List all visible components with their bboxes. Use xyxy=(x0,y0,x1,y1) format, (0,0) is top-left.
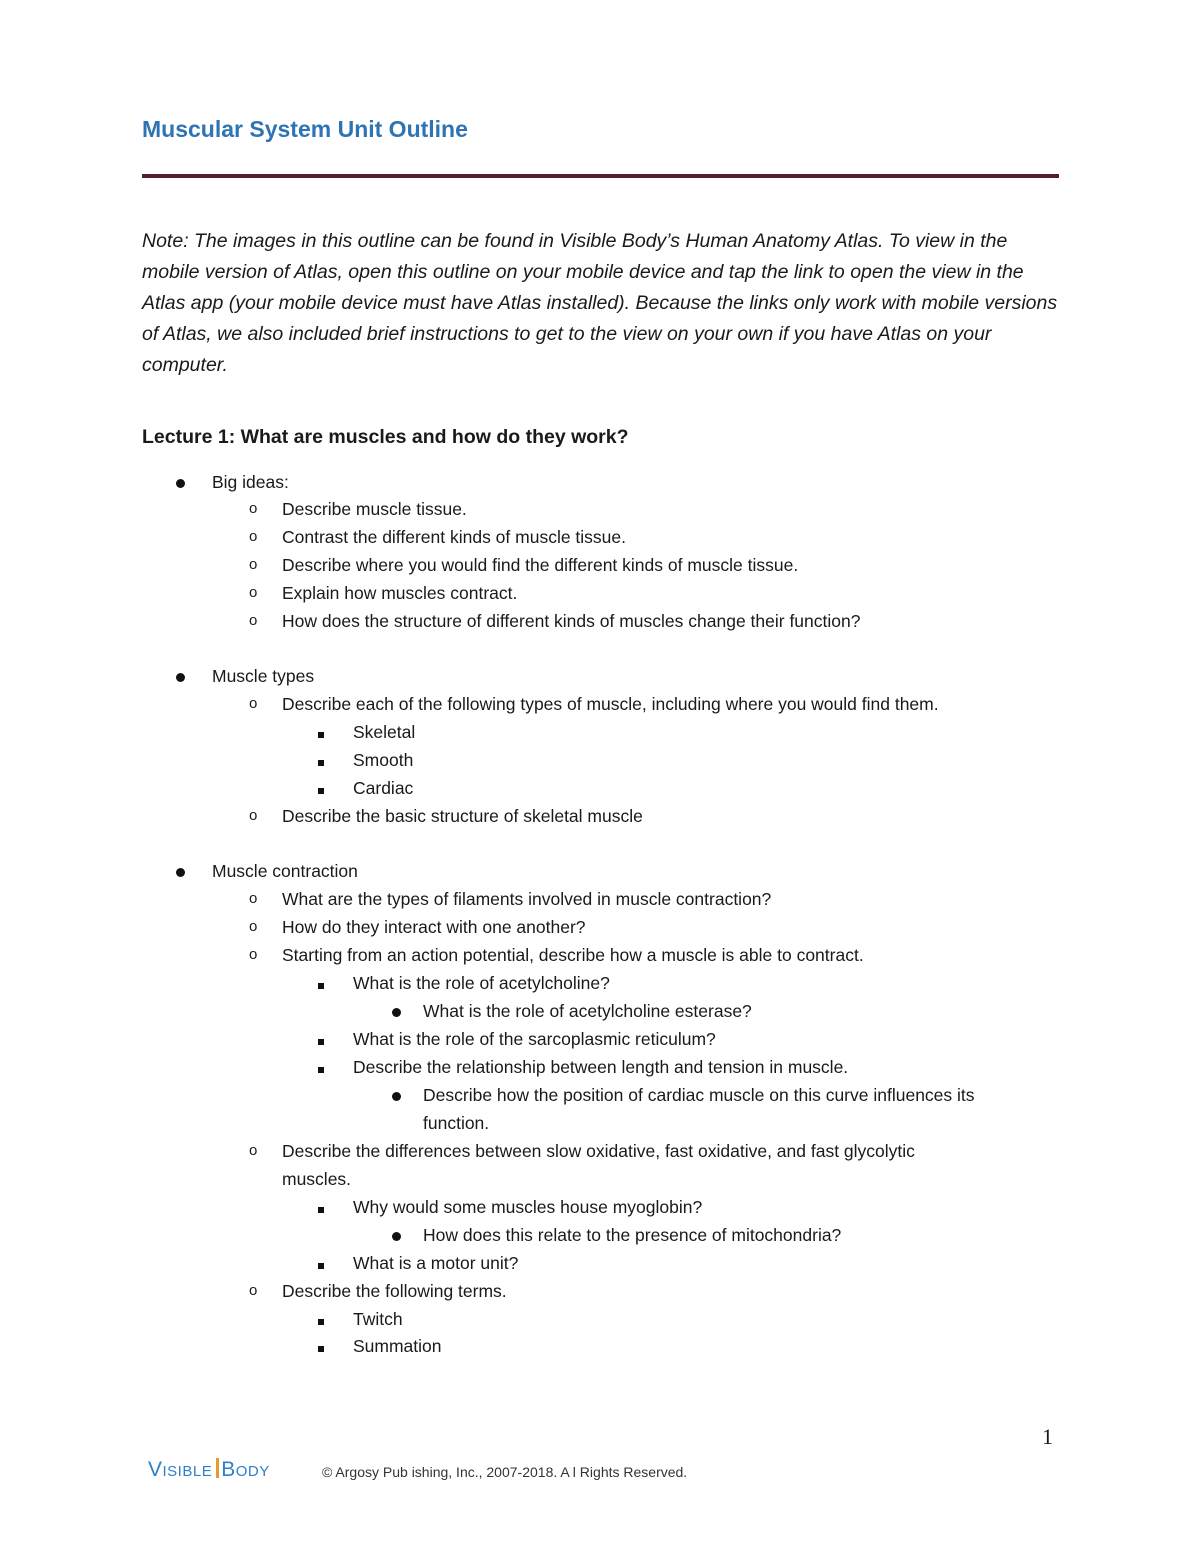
title-divider xyxy=(142,174,1059,178)
outline-item xyxy=(0,523,1100,551)
outline-item xyxy=(0,746,1100,774)
outline-item-text: What is the role of the sarcoplasmic reticulum? xyxy=(353,1029,716,1049)
outline-item xyxy=(0,1305,1100,1333)
page-title: Muscular System Unit Outline xyxy=(142,116,468,142)
circle-bullet-icon: o xyxy=(249,528,258,545)
outline-item xyxy=(0,690,1100,718)
outline-item xyxy=(0,495,1100,523)
outline-item xyxy=(0,1193,1100,1221)
outline-item-text: Muscle contraction xyxy=(212,861,358,881)
square-bullet-icon xyxy=(318,1346,324,1352)
outline-item xyxy=(0,1332,1100,1360)
outline-item xyxy=(0,607,1100,635)
outline-item-text: What is the role of acetylcholine? xyxy=(353,973,610,993)
visible-body-logo xyxy=(148,1458,270,1482)
outline-item-text: Describe the differences between slow oxidative, fast oxidative, and fast glycolytic xyxy=(282,1141,915,1161)
outline-item-text: Smooth xyxy=(353,750,414,770)
bullet-marker xyxy=(318,746,324,774)
outline-item-text: Big ideas: xyxy=(212,472,289,492)
circle-bullet-icon: o xyxy=(249,918,258,935)
outline-item xyxy=(0,1165,1100,1193)
outline-item-text: Describe the following terms. xyxy=(282,1281,507,1301)
outline-item xyxy=(0,1249,1100,1277)
outline-item xyxy=(0,1137,1100,1165)
outline-item-text: What is a motor unit? xyxy=(353,1253,519,1273)
bullet-dot-icon xyxy=(176,479,185,488)
square-bullet-icon xyxy=(318,1319,324,1325)
outline-item xyxy=(0,885,1100,913)
outline-item-text: Starting from an action potential, describe how a muscle is able to contract. xyxy=(282,945,864,965)
outline-item xyxy=(0,913,1100,941)
bullet-marker xyxy=(318,1053,324,1081)
outline-item xyxy=(0,1221,1100,1249)
outline-item-text: Muscle types xyxy=(212,666,315,686)
circle-bullet-icon: o xyxy=(249,695,258,712)
outline-item-text: Describe each of the following types of muscle, including where you would find them. xyxy=(282,694,939,714)
circle-bullet-icon: o xyxy=(249,556,258,573)
bullet-marker xyxy=(176,857,185,885)
outline-item-text: Describe how the position of cardiac muscle on this curve influences its xyxy=(423,1085,975,1105)
square-bullet-icon xyxy=(318,1067,324,1073)
outline-item-text: How do they interact with one another? xyxy=(282,917,586,937)
lecture-heading: Lecture 1: What are muscles and how do they work? xyxy=(142,426,629,448)
bullet-marker xyxy=(392,1081,401,1109)
outline-item xyxy=(0,857,1100,885)
circle-bullet-icon: o xyxy=(249,500,258,517)
outline-item-text: What are the types of filaments involved in muscle contraction? xyxy=(282,889,772,909)
outline-item xyxy=(0,1025,1100,1053)
logo-text-right: Body xyxy=(221,1458,270,1481)
outline-item xyxy=(0,1053,1100,1081)
outline-item xyxy=(0,802,1100,830)
bullet-marker xyxy=(318,718,324,746)
outline-item xyxy=(0,941,1100,969)
bullet-dot-icon xyxy=(176,673,185,682)
bullet-marker xyxy=(318,1025,324,1053)
circle-bullet-icon: o xyxy=(249,1282,258,1299)
outline-item xyxy=(0,1081,1100,1109)
outline-item-text: Describe the basic structure of skeletal muscle xyxy=(282,806,643,826)
outline-item-text: Skeletal xyxy=(353,722,416,742)
outline-item-text: Describe muscle tissue. xyxy=(282,499,467,519)
outline-item xyxy=(0,718,1100,746)
logo-figure-icon xyxy=(216,1458,219,1478)
bullet-marker xyxy=(392,997,401,1025)
outline-item-text: How does this relate to the presence of mitochondria? xyxy=(423,1225,842,1245)
outline-item xyxy=(0,774,1100,802)
outline-item xyxy=(0,997,1100,1025)
square-bullet-icon xyxy=(318,1207,324,1213)
circle-bullet-icon: o xyxy=(249,1142,258,1159)
outline-item-text: muscles. xyxy=(282,1169,352,1189)
circle-bullet-icon: o xyxy=(249,612,258,629)
square-bullet-icon xyxy=(318,1039,324,1045)
outline-item-text: function. xyxy=(423,1113,490,1133)
circle-bullet-icon: o xyxy=(249,946,258,963)
square-bullet-icon xyxy=(318,760,324,766)
outline-item-text: Cardiac xyxy=(353,778,414,798)
outline-item xyxy=(0,969,1100,997)
bullet-dot-icon xyxy=(392,1092,401,1101)
outline-item-text: Twitch xyxy=(353,1309,403,1329)
outline-item-text: How does the structure of different kinds of muscles change their function? xyxy=(282,611,861,631)
bullet-dot-icon xyxy=(392,1008,401,1017)
bullet-marker xyxy=(318,774,324,802)
copyright-notice: © Argosy Pub ishing, Inc., 2007-2018. A l Rights Reserved. xyxy=(322,1464,688,1480)
bullet-marker xyxy=(392,1221,401,1249)
intro-note: Note: The images in this outline can be found in Visible Body’s Human Anatomy Atlas. To view in the mobile version of Atlas, open this outline on your mobile device and tap the link to open the view in the Atlas app (your mobile device must have Atlas installed). Because the links only work with mobile versions of Atlas, we also included brief instructions to get to the view on your own if you have Atlas on your computer. xyxy=(142,230,1058,376)
bullet-marker xyxy=(318,1305,324,1333)
circle-bullet-icon: o xyxy=(249,890,258,907)
outline-item xyxy=(0,579,1100,607)
outline-item xyxy=(0,662,1100,690)
outline-item xyxy=(0,551,1100,579)
square-bullet-icon xyxy=(318,1263,324,1269)
circle-bullet-icon: o xyxy=(249,584,258,601)
outline-item-text: Contrast the different kinds of muscle tissue. xyxy=(282,527,627,547)
outline-item-text: Explain how muscles contract. xyxy=(282,583,518,603)
outline-item-text: Describe where you would find the different kinds of muscle tissue. xyxy=(282,555,799,575)
square-bullet-icon xyxy=(318,983,324,989)
bullet-marker xyxy=(176,662,185,690)
bullet-dot-icon xyxy=(176,868,185,877)
outline-item xyxy=(0,468,1100,496)
bullet-marker xyxy=(318,1193,324,1221)
square-bullet-icon xyxy=(318,788,324,794)
outline-item xyxy=(0,1109,1100,1137)
logo-text-left: Visible xyxy=(148,1458,213,1481)
bullet-marker xyxy=(318,1249,324,1277)
bullet-marker xyxy=(318,1332,324,1360)
circle-bullet-icon: o xyxy=(249,807,258,824)
bullet-marker xyxy=(176,468,185,496)
outline-item-text: Summation xyxy=(353,1336,442,1356)
outline-item-text: Describe the relationship between length and tension in muscle. xyxy=(353,1057,849,1077)
outline-item xyxy=(0,1277,1100,1305)
page-number: 1 xyxy=(1042,1424,1053,1449)
outline-item-text: What is the role of acetylcholine esterase? xyxy=(423,1001,752,1021)
bullet-dot-icon xyxy=(392,1232,401,1241)
bullet-marker xyxy=(318,969,324,997)
square-bullet-icon xyxy=(318,732,324,738)
outline-item-text: Why would some muscles house myoglobin? xyxy=(353,1197,703,1217)
